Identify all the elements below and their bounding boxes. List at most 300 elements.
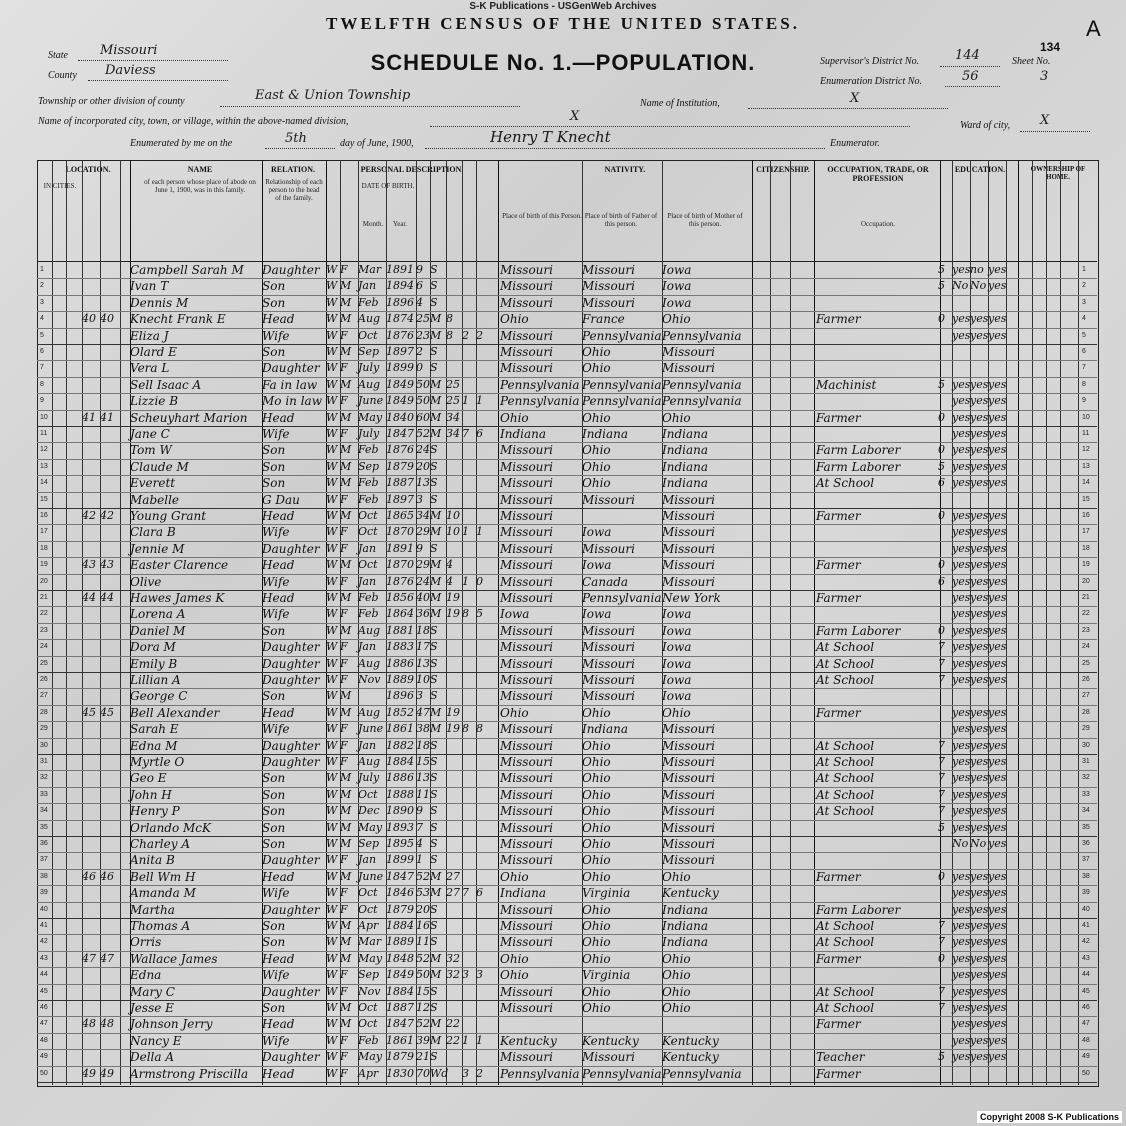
cell-r: yes — [952, 427, 971, 440]
cell-m: M — [430, 377, 442, 391]
cell-name: Daniel M — [130, 623, 186, 638]
cell-m: S — [430, 673, 438, 686]
cell-occ: Farmer — [816, 951, 861, 966]
cell-cl: 8 — [476, 722, 483, 736]
cell-rel: Son — [262, 623, 286, 638]
cell-name: Charley A — [130, 837, 190, 851]
cell-pf: Ohio — [582, 443, 611, 458]
cell-mos: 7 — [938, 787, 945, 801]
cell-c: W — [326, 263, 338, 276]
cell-m: S — [430, 919, 438, 932]
row-number: 40 — [1082, 905, 1090, 913]
cell-yr: 1879 — [386, 1050, 414, 1064]
cell-name: Edna — [130, 968, 162, 983]
cell-pf: Missouri — [582, 295, 635, 310]
cell-dw: 49 — [82, 1066, 96, 1080]
cell-pf: Iowa — [582, 607, 612, 622]
cell-name: Hawes James K — [130, 591, 225, 605]
cell-y: 8 — [446, 312, 453, 326]
cell-dw: 40 — [82, 312, 96, 326]
cell-age: 25 — [416, 312, 430, 326]
sub-date-of-birth: DATE OF BIRTH. — [361, 182, 415, 190]
cell-e: yes — [988, 787, 1007, 801]
cell-w: yes — [970, 312, 989, 326]
cell-dw: 46 — [82, 869, 96, 883]
cell-pb: Missouri — [500, 902, 553, 917]
cell-r: yes — [952, 312, 971, 326]
cell-e: yes — [988, 279, 1007, 293]
row-number: 28 — [40, 708, 48, 716]
row-number: 36 — [40, 840, 48, 847]
cell-pm: Missouri — [662, 787, 715, 802]
cell-pf: Ohio — [582, 361, 611, 376]
cell-yr: 1890 — [386, 804, 414, 818]
row-number: 1 — [1082, 266, 1086, 273]
cell-pm: Indiana — [662, 427, 709, 441]
cell-m: S — [430, 1050, 438, 1064]
cell-r: yes — [952, 443, 971, 457]
cell-m: S — [430, 804, 438, 818]
cell-c: W — [326, 345, 338, 358]
cell-age: 13 — [416, 656, 430, 670]
cell-r: yes — [952, 410, 971, 424]
cell-rel: Daughter — [262, 361, 320, 376]
cell-name: Eliza J — [130, 328, 169, 343]
cell-name: Campbell Sarah M — [130, 263, 244, 277]
cell-pb: Iowa — [500, 607, 530, 622]
cell-r: yes — [952, 935, 971, 949]
cell-pm: Missouri — [662, 755, 715, 769]
cell-r: yes — [952, 738, 971, 752]
cell-name: Dennis M — [130, 295, 189, 310]
cell-mos: 5 — [938, 377, 945, 391]
cell-mos: 5 — [938, 1050, 945, 1064]
cell-age: 13 — [416, 771, 430, 785]
cell-yr: 1879 — [386, 459, 414, 473]
cell-pf: Iowa — [582, 558, 612, 573]
cell-e: yes — [988, 722, 1007, 736]
cell-r: yes — [952, 476, 971, 490]
cell-yr: 1889 — [386, 935, 414, 949]
row-number: 41 — [1082, 922, 1090, 929]
cell-s: F — [340, 984, 348, 998]
row-number: 8 — [1082, 380, 1086, 388]
group-citizenship: CITIZENSHIP. — [756, 165, 810, 174]
row-number: 10 — [40, 413, 48, 421]
cell-pf: Indiana — [582, 722, 629, 737]
sub-name-desc: of each person whose place of abode on June 1, 1900, was in this family. — [144, 178, 256, 194]
cell-name: Sarah E — [130, 722, 179, 737]
cell-c: W — [326, 869, 338, 883]
cell-occ: Teacher — [816, 1050, 865, 1065]
cell-yr: 1874 — [386, 312, 414, 326]
cell-age: 39 — [416, 1033, 430, 1047]
cell-s: F — [340, 427, 348, 440]
cell-pb: Ohio — [500, 869, 529, 884]
cell-age: 53 — [416, 886, 430, 900]
cell-age: 12 — [416, 1001, 430, 1014]
enumerator-name: Henry T Knecht — [490, 128, 611, 146]
cell-mo: Aug — [358, 656, 381, 670]
cell-cl: 2 — [476, 328, 483, 342]
cell-pb: Missouri — [500, 689, 553, 704]
cell-cl: 0 — [476, 574, 483, 588]
cell-yr: 1848 — [386, 951, 414, 965]
cell-pb: Missouri — [500, 640, 553, 655]
cell-y: 27 — [446, 886, 460, 900]
cell-name: Lizzie B — [130, 394, 179, 409]
cell-mo: June — [358, 869, 384, 883]
row-number: 16 — [40, 512, 48, 519]
cell-pb: Missouri — [500, 295, 553, 310]
cell-s: F — [340, 492, 348, 506]
sub-place-mother: Place of birth of Mother of this person. — [667, 212, 743, 228]
cell-c: W — [326, 361, 338, 375]
cell-pm: Missouri — [662, 722, 715, 737]
cell-r: yes — [952, 804, 971, 818]
cell-ch: 1 — [462, 1033, 469, 1047]
cell-mo: Aug — [358, 623, 381, 637]
cell-s: F — [340, 1033, 348, 1047]
cell-pb: Pennsylvania — [500, 394, 580, 409]
cell-age: 29 — [416, 558, 430, 572]
row-number: 10 — [1082, 413, 1090, 421]
cell-yr: 1856 — [386, 591, 414, 604]
cell-pm: Missouri — [662, 525, 715, 540]
cell-pm: Iowa — [662, 279, 692, 294]
cell-r: yes — [952, 640, 971, 654]
cell-occ: At School — [816, 738, 875, 753]
cell-c: W — [326, 312, 338, 326]
group-location: LOCATION. — [65, 165, 111, 174]
cell-pm: Missouri — [662, 837, 715, 851]
cell-age: 36 — [416, 607, 430, 621]
cell-yr: 1846 — [386, 886, 414, 900]
cell-e: yes — [988, 837, 1007, 850]
cell-mo: May — [358, 410, 383, 424]
cell-mos: 7 — [938, 673, 945, 686]
cell-e: yes — [988, 656, 1007, 670]
cell-occ: At School — [816, 787, 875, 802]
cell-pb: Missouri — [500, 853, 553, 868]
cell-mo: Feb — [358, 492, 379, 506]
cell-e: yes — [988, 869, 1007, 883]
cell-s: F — [340, 328, 348, 342]
cell-pf: Missouri — [582, 640, 635, 655]
cell-m: S — [430, 263, 438, 276]
cell-yr: 1891 — [386, 263, 414, 276]
cell-name: Armstrong Priscilla — [130, 1066, 249, 1081]
row-number: 36 — [1082, 840, 1090, 847]
cell-w: yes — [970, 1017, 989, 1031]
cell-s: M — [340, 295, 352, 309]
cell-w: yes — [970, 656, 989, 670]
cell-pb: Missouri — [500, 574, 553, 589]
cell-pm: Missouri — [662, 804, 715, 819]
cell-e: yes — [988, 410, 1007, 424]
row-number: 47 — [40, 1020, 48, 1028]
cell-name: Orris — [130, 935, 162, 950]
cell-c: W — [326, 427, 338, 440]
enumerated-label: Enumerated by me on the — [130, 138, 233, 149]
cell-c: W — [326, 902, 338, 916]
row-number: 40 — [40, 905, 48, 913]
cell-e: yes — [988, 984, 1007, 998]
cell-yr: 1847 — [386, 1017, 414, 1031]
cell-e: yes — [988, 328, 1007, 342]
cell-mo: Aug — [358, 377, 381, 391]
cell-mos: 7 — [938, 1001, 945, 1014]
cell-dw: 42 — [82, 509, 96, 522]
cell-w: yes — [970, 459, 989, 473]
cell-m: M — [430, 607, 442, 621]
cell-mo: Jan — [358, 574, 377, 588]
cell-pf: Ohio — [582, 869, 611, 884]
cell-c: W — [326, 755, 338, 768]
row-number: 8 — [40, 380, 44, 388]
cell-mo: May — [358, 1050, 383, 1064]
cell-age: 13 — [416, 476, 430, 490]
row-number: 15 — [40, 495, 48, 503]
cell-r: yes — [952, 984, 971, 998]
cell-e: yes — [988, 640, 1007, 654]
cell-y: 4 — [446, 558, 453, 572]
cell-mo: June — [358, 394, 384, 408]
cell-c: W — [326, 951, 338, 965]
cell-age: 16 — [416, 919, 430, 932]
cell-occ: Farmer — [816, 558, 861, 573]
cell-name: Mary C — [130, 984, 175, 999]
row-number: 43 — [40, 954, 48, 962]
cell-m: S — [430, 984, 438, 998]
cell-yr: 1879 — [386, 902, 414, 916]
cell-y: 8 — [446, 328, 453, 342]
cell-mos: 0 — [938, 869, 945, 883]
cell-occ: Farmer — [816, 1066, 861, 1081]
cell-s: M — [340, 1001, 352, 1014]
row-number: 26 — [1082, 676, 1090, 683]
cell-pb: Missouri — [500, 443, 553, 458]
row-number: 17 — [40, 528, 48, 536]
cell-s: M — [340, 410, 352, 424]
row-number: 29 — [40, 725, 48, 733]
cell-yr: 1865 — [386, 509, 414, 522]
sub-place-person: Place of birth of this Person. — [502, 212, 582, 220]
cell-age: 18 — [416, 623, 430, 637]
cell-pm: Iowa — [662, 295, 692, 310]
cell-pb: Missouri — [500, 1050, 553, 1065]
group-relation: RELATION. — [270, 165, 316, 174]
cell-pf: Missouri — [582, 1050, 635, 1065]
cell-name: Jennie M — [130, 541, 185, 556]
page-number: 134 — [1040, 40, 1061, 54]
cell-m: S — [430, 902, 438, 916]
row-number: 31 — [40, 758, 48, 765]
cell-m: S — [430, 492, 438, 506]
cell-m: M — [430, 574, 442, 588]
cell-mo: Jan — [358, 853, 377, 867]
cell-mo: Sep — [358, 345, 380, 358]
enumerated-day: 5th — [285, 131, 307, 146]
county-value: Daviess — [105, 63, 156, 78]
cell-pf: Pennsylvania — [582, 377, 662, 392]
cell-yr: 1888 — [386, 787, 414, 801]
cell-mo: Oct — [358, 558, 378, 572]
row-number: 30 — [40, 741, 48, 749]
cell-yr: 1876 — [386, 574, 414, 588]
row-number: 31 — [1082, 758, 1090, 765]
cell-yr: 1893 — [386, 820, 414, 834]
cell-pf: Pennsylvania — [582, 394, 662, 409]
enumeration-value: 56 — [962, 69, 979, 84]
row-number: 2 — [40, 282, 44, 290]
cell-m: M — [430, 968, 442, 982]
cell-e: yes — [988, 705, 1007, 719]
cell-name: Thomas A — [130, 919, 191, 933]
cell-yr: 1884 — [386, 755, 414, 768]
row-number: 3 — [40, 298, 44, 306]
cell-pb: Pennsylvania — [500, 1066, 580, 1081]
cell-w: yes — [970, 722, 989, 736]
cell-pm: Iowa — [662, 607, 692, 622]
row-number: 14 — [1082, 479, 1090, 487]
cell-pm: Missouri — [662, 738, 715, 753]
cell-age: 50 — [416, 968, 430, 982]
cell-s: F — [340, 263, 348, 276]
cell-m: S — [430, 787, 438, 801]
cell-name: Orlando McK — [130, 820, 211, 835]
institution-label: Name of Institution, — [640, 98, 720, 109]
row-number: 48 — [40, 1036, 48, 1044]
cell-rel: Wife — [262, 607, 290, 622]
cell-pb: Missouri — [500, 492, 553, 507]
cell-pb: Missouri — [500, 361, 553, 376]
copyright-notice: Copyright 2008 S-K Publications — [977, 1111, 1122, 1123]
cell-mo: Aug — [358, 705, 381, 719]
row-number: 33 — [40, 790, 48, 798]
cell-pb: Ohio — [500, 968, 529, 983]
cell-pb: Missouri — [500, 755, 553, 769]
cell-rel: Head — [262, 558, 295, 573]
cell-pf: Pennsylvania — [582, 591, 662, 605]
cell-pb: Missouri — [500, 476, 553, 491]
cell-r: yes — [952, 968, 971, 982]
cell-name: Claude M — [130, 459, 189, 474]
cell-mo: Apr — [358, 1066, 379, 1080]
cell-pm: Missouri — [662, 541, 715, 556]
cell-mos: 7 — [938, 640, 945, 654]
cell-pb: Ohio — [500, 410, 529, 425]
cell-mo: Feb — [358, 443, 379, 457]
cell-name: Della A — [130, 1050, 175, 1065]
cell-pf: Missouri — [582, 656, 635, 671]
cell-s: M — [340, 951, 352, 965]
cell-r: yes — [952, 541, 971, 555]
cell-s: F — [340, 886, 348, 900]
row-number: 39 — [40, 889, 48, 897]
cell-e: yes — [988, 558, 1007, 572]
cell-m: S — [430, 656, 438, 670]
cell-e: yes — [988, 443, 1007, 457]
cell-pf: Ohio — [582, 1001, 611, 1015]
cell-pf: Iowa — [582, 525, 612, 540]
cell-pb: Missouri — [500, 820, 553, 835]
cell-s: M — [340, 869, 352, 883]
cell-pb: Indiana — [500, 427, 547, 441]
cell-occ: At School — [816, 935, 875, 950]
cell-pf: Missouri — [582, 623, 635, 638]
cell-r: yes — [952, 591, 971, 604]
cell-occ: At School — [816, 656, 875, 671]
cell-e: yes — [988, 459, 1007, 473]
row-number: 44 — [40, 971, 48, 979]
cell-mo: July — [358, 361, 380, 375]
cell-yr: 1883 — [386, 640, 414, 654]
cell-s: F — [340, 968, 348, 982]
cell-ch: 8 — [462, 722, 469, 736]
cell-c: W — [326, 394, 338, 408]
cell-pb: Missouri — [500, 837, 553, 851]
cell-mos: 5 — [938, 279, 945, 293]
cell-fam: 41 — [100, 410, 114, 424]
cell-mo: Feb — [358, 591, 379, 604]
cell-occ: Farmer — [816, 869, 861, 884]
cell-pf: Ohio — [582, 738, 611, 753]
cell-ch: 3 — [462, 1066, 469, 1080]
cell-mo: Jan — [358, 738, 377, 752]
cell-mo: Oct — [358, 886, 378, 900]
cell-rel: Wife — [262, 525, 290, 540]
cell-c: W — [326, 1033, 338, 1047]
cell-r: yes — [952, 377, 971, 391]
row-number: 11 — [40, 430, 48, 437]
cell-occ: Farmer — [816, 705, 861, 720]
cell-mos: 7 — [938, 804, 945, 818]
row-number: 7 — [40, 364, 44, 372]
cell-r: yes — [952, 1001, 971, 1014]
cell-age: 21 — [416, 1050, 430, 1064]
cell-s: M — [340, 689, 352, 703]
row-number: 24 — [1082, 643, 1090, 651]
cell-cl: 2 — [476, 1066, 483, 1080]
cell-pm: Indiana — [662, 443, 709, 458]
row-number: 30 — [1082, 741, 1090, 749]
cell-c: W — [326, 443, 338, 457]
cell-rel: Wife — [262, 427, 290, 441]
cell-occ: Farmer — [816, 410, 861, 425]
cell-s: F — [340, 673, 348, 686]
census-title: TWELFTH CENSUS OF THE UNITED STATES. — [326, 14, 800, 33]
cell-name: Dora M — [130, 640, 176, 655]
cell-mo: Jan — [358, 640, 377, 654]
cell-name: Ivan T — [130, 279, 169, 294]
cell-w: No — [970, 837, 987, 850]
row-number: 50 — [1082, 1069, 1090, 1077]
cell-occ: Farmer — [816, 591, 861, 605]
cell-occ: Farm Laborer — [816, 459, 901, 474]
schedule-title: SCHEDULE No. 1.—POPULATION. — [370, 50, 756, 75]
cell-name: Lillian A — [130, 673, 181, 687]
cell-pf: Missouri — [582, 689, 635, 704]
cell-y: 19 — [446, 705, 460, 719]
cell-pm: Kentucky — [662, 1033, 719, 1048]
cell-dw: 43 — [82, 558, 96, 572]
cell-c: W — [326, 640, 338, 654]
cell-pf: Missouri — [582, 541, 635, 556]
cell-pf: Ohio — [582, 345, 611, 359]
cell-age: 4 — [416, 295, 423, 309]
cell-yr: 1847 — [386, 427, 414, 440]
